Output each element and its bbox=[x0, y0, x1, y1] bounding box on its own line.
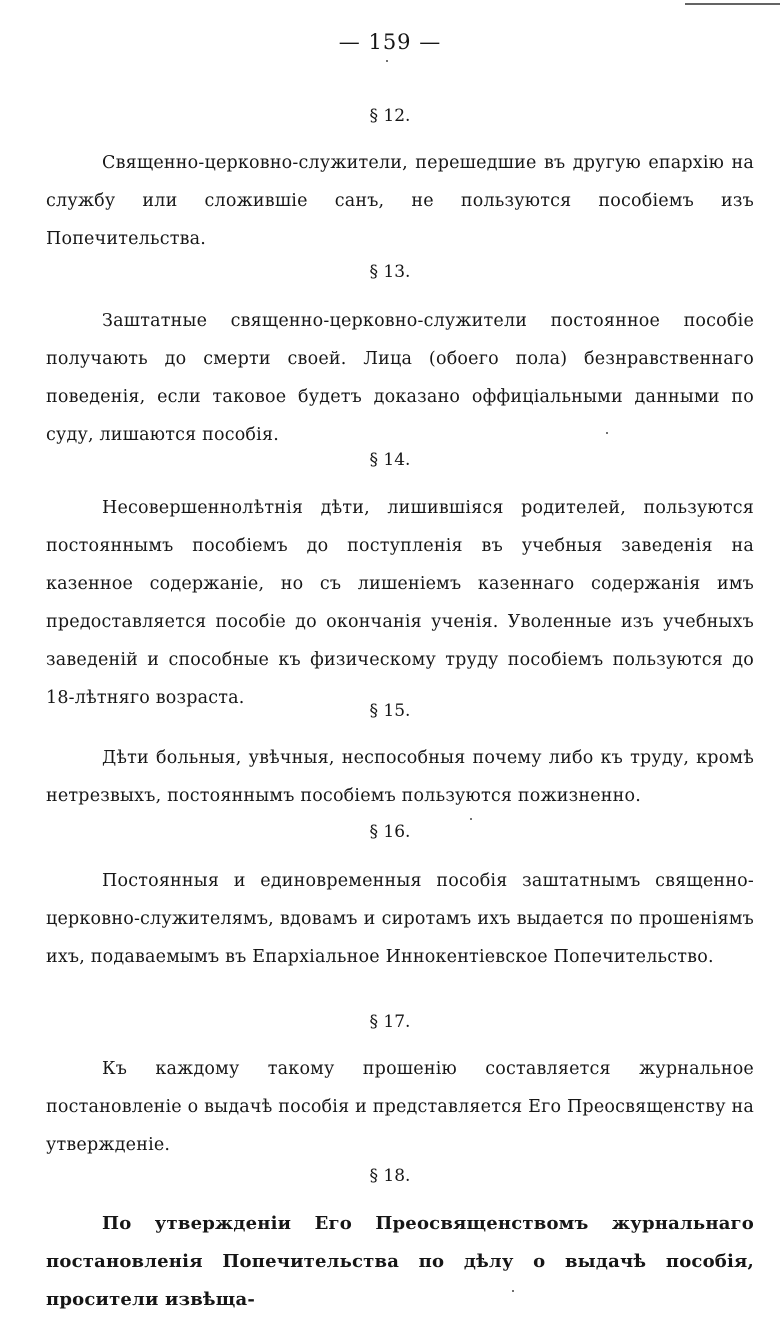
section-text-17: Къ каждому такому прошенію составляется журнальное постановленіе о выдачѣ пособія и представляется Его Преосвященству на утвержденіе. bbox=[46, 1059, 754, 1155]
section-text-12: Священно-церковно-служители, перешедшие въ другую епархію на службу или сложившіе санъ, не пользуются пособіемъ изъ Попечительства. bbox=[46, 153, 754, 249]
section-heading-17: § 17. bbox=[369, 1012, 411, 1032]
paper-speck bbox=[512, 1290, 514, 1292]
section-heading-12: § 12. bbox=[369, 106, 411, 126]
section-heading-15: § 15. bbox=[369, 701, 411, 721]
section-heading-13: § 13. bbox=[369, 262, 411, 282]
paper-speck bbox=[470, 818, 472, 820]
corner-rule bbox=[685, 3, 780, 5]
section-heading-16: § 16. bbox=[369, 822, 411, 842]
section-text-16: Постоянныя и единовременныя пособія заштатнымъ священно-церковно-служителямъ, вдовамъ и сиротамъ ихъ выдается по прошеніямъ ихъ, подаваемымъ въ Епархіальное Иннокентіевское Попечительство. bbox=[46, 871, 754, 967]
section-text-15: Дѣти больныя, увѣчныя, неспособныя почему либо къ труду, кромѣ нетрезвыхъ, постояннымъ пособіемъ пользуются пожизненно. bbox=[46, 748, 754, 806]
section-text-13: Заштатные священно-церковно-служители постоянное пособіе получають до смерти своей. Лица (обоего пола) безнравственнаго поведенія, если таковое будетъ доказано оффиціальными данными по суду, лишаются пособія. bbox=[46, 311, 754, 445]
paper-speck bbox=[386, 60, 388, 62]
page-number: — 159 — bbox=[338, 30, 442, 54]
section-heading-18: § 18. bbox=[369, 1166, 411, 1186]
section-text-14: Несовершеннолѣтнія дѣти, лишившіяся родителей, пользуются постояннымъ пособіемъ до поступленія въ учебныя заведенія на казенное содержаніе, но съ лишеніемъ казеннаго содержанія имъ предоставляется пособіе до окончанія ученія. Уволенные изъ учебныхъ заведеній и способные къ физическому труду пособіемъ пользуются до 18-лѣтняго возраста. bbox=[46, 498, 754, 708]
section-text-18: По утвержденіи Его Преосвященствомъ журнальнаго постановленія Попечительства по дѣлу о выдачѣ пособія, просители извѣща- bbox=[46, 1213, 754, 1310]
paper-speck bbox=[606, 432, 608, 434]
section-heading-14: § 14. bbox=[369, 450, 411, 470]
